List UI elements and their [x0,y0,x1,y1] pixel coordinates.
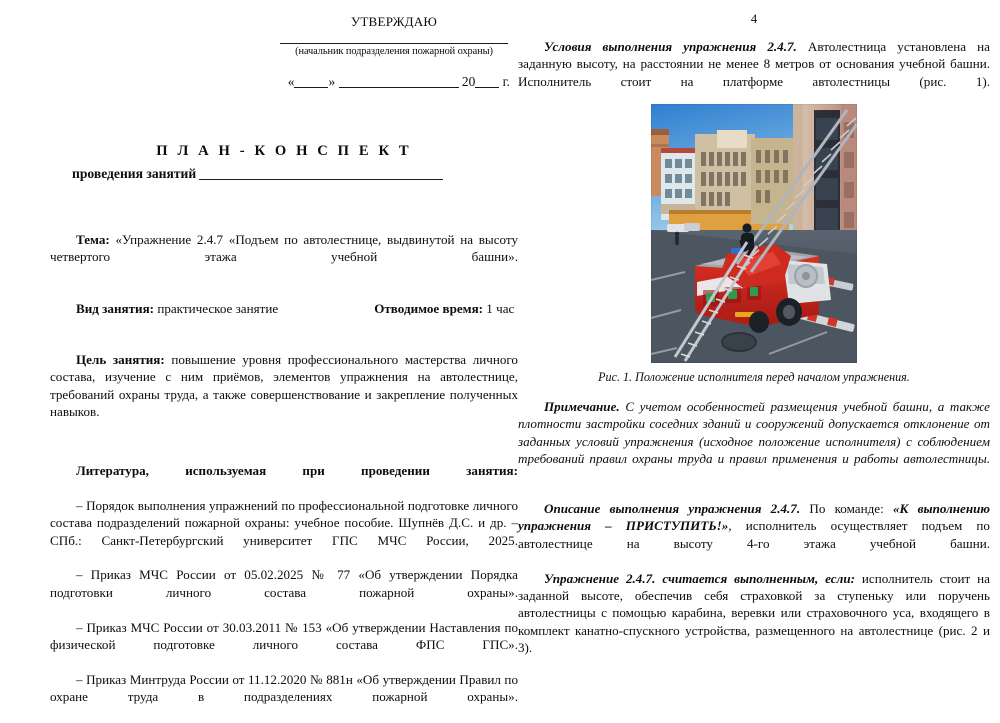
goal-label: Цель занятия: [76,352,165,367]
page-title: П Л А Н - К О Н С П Е К Т [156,143,412,159]
year-suffix: г. [502,74,510,89]
literature-item: – Приказ Минтруда России от 11.12.2020 № 881н «Об утверждении Правил по охране труда в подразделениях пожарной охраны». [50,671,518,705]
goal-block [50,351,518,438]
description-text-2: , исполнитель осуществляет подъем по автолестнице на высоту 4-го этажа учебной башни. [518,518,990,551]
criteria-label: Упражнение 2.4.7. считается выполненным, если: [544,570,855,586]
goal-text: повышение уровня профессионального мастерства личного состава, изучение с ним приёмов, элементов упражнения на автолестнице, требований охраны труда, а также совершенствование и закрепление полученных навыков. [50,352,518,420]
criteria-text: исполнитель стоит на заданной высоте, обеспечив себя страховкой за ступеньку или поручень автолестницы с помощью карабина, веревки или страховочного уса, входящего в комплект канатно-спускного устройства, размещенного на автолестнице (рис. 2 и 3). [518,570,990,656]
description-label: Описание выполнения упражнения 2.4.7. [544,501,801,516]
conditions-block [518,38,990,108]
approval-title: УТВЕРЖДАЮ [350,14,438,29]
theme-label: Тема: [76,232,110,247]
literature-item: – Приказ МЧС России от 30.03.2011 № 153 «Об утверждении Наставления по физической подготовке личного состава ФПС ГПС». [50,619,518,653]
theme-block [50,231,518,283]
literature-item: – Порядок выполнения упражнений по профессиональной подготовке личного состава подразделений пожарной охраны: учебное пособие. Шупнёв Д.С. и др. –СПб.: Санкт-Петербургский университет ГПС МЧС России, 2025. [50,497,518,548]
literature-item: – Приказ МЧС России от 05.02.2025 № 77 «Об утверждении Порядка подготовки личного состава пожарной охраны». [50,567,518,600]
approval-signature-line [280,43,508,44]
note-paragraph [518,398,990,485]
conditions-paragraph [518,38,990,108]
kind-block [50,300,518,317]
month-blank [339,76,459,88]
literature-heading [50,462,518,497]
approval-date-line [270,74,518,90]
page-number: 4 [750,12,758,26]
quote-open: « [287,74,295,89]
page-subtitle [72,166,443,182]
description-paragraph [518,500,990,570]
subtitle-blank [199,167,443,180]
figure-block [518,104,990,368]
figure-caption: Рис. 1. Положение исполнителя перед началом упражнения. [598,370,910,384]
photo-illustration [651,104,857,363]
theme-paragraph [50,231,518,283]
note-block [518,398,990,485]
right-column [518,0,990,654]
fire-ladder-truck-photo [651,104,857,363]
note-text: С учетом особенностей размещения учебной башни, а также плотности застройки соседних зданий и сооружений допускается отклонение от заданных условий упражнения (исходное положение исполнителя) с соблюдением требований правил охраны труда и правил применения и работы автолестницы. [518,399,990,467]
goal-paragraph [50,351,518,438]
kind-row [50,300,518,317]
year-prefix: 20 [461,74,476,89]
time-value: 1 час [483,301,515,316]
approval-caption: (начальник подразделения пожарной охраны) [295,46,493,57]
theme-text: «Упражнение 2.4.7 «Подъем по автолестнице, выдвинутой на высоту четвертого этажа учебной башни». [50,232,518,265]
time-label: Отводимое время: [374,301,484,316]
conditions-text: Автолестница установлена на заданную высоту, на расстоянии не менее 8 метров от основания учебной башни. Исполнитель стоит на платформе автолестницы (рис. 1). [518,39,990,89]
criteria-paragraph [518,570,990,674]
left-column [50,0,518,705]
year-blank [475,76,499,88]
conditions-label: Условия выполнения упражнения 2.4.7. [544,39,797,54]
description-block [518,500,990,674]
literature-block [50,462,518,723]
note-label: Примечание. [544,399,620,414]
literature-heading-text: Литература, используемая при проведении занятия: [76,463,518,478]
day-blank [294,76,328,88]
kind-label: Вид занятия: [76,301,155,316]
page-subtitle-label: проведения занятий [72,166,197,181]
kind-value: практическое занятие [154,301,279,316]
description-text-1: По команде: [800,501,893,516]
quote-close: » [328,74,336,89]
approval-block [270,14,518,90]
description-command: «К выполнению упражнения – ПРИСТУПИТЬ!» [518,501,990,534]
